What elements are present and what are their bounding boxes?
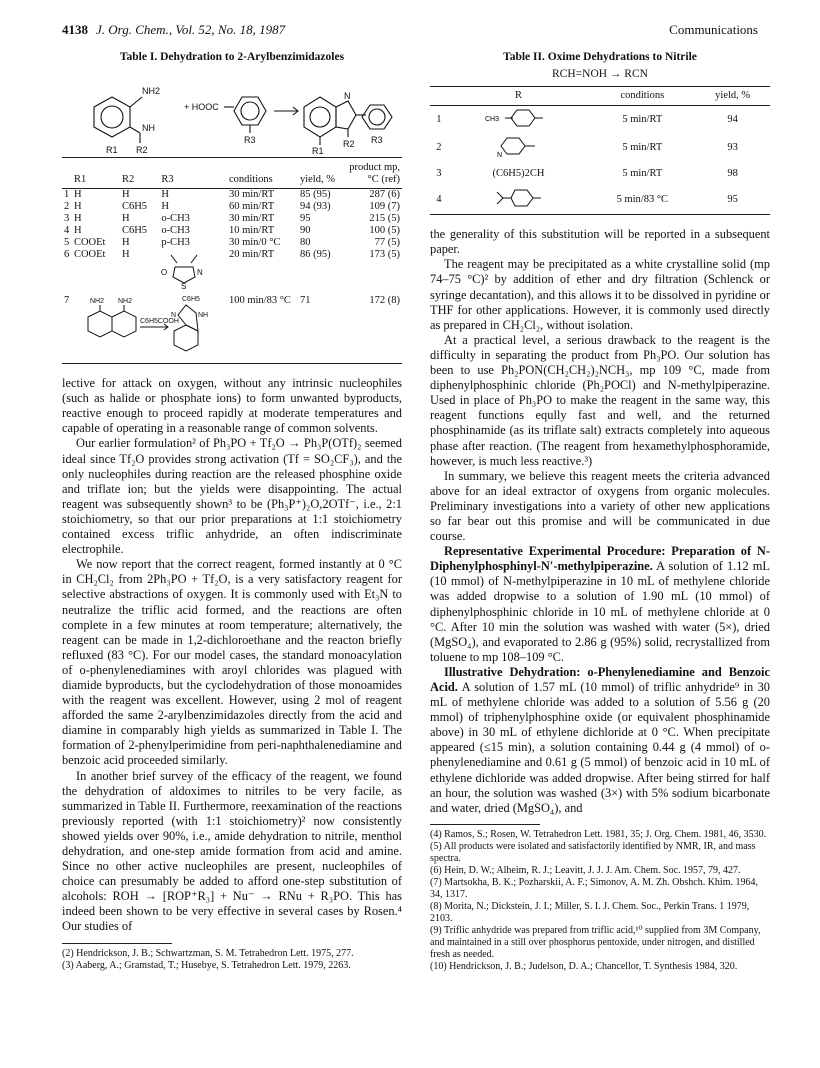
r2-label: R2 bbox=[136, 145, 148, 156]
terpene-structure bbox=[483, 187, 553, 209]
plus-hooc-label: + HOOC bbox=[184, 102, 219, 113]
table-row: 1 CH3 5 min/RT 94 bbox=[430, 106, 770, 135]
footnote-4: (4) Ramos, S.; Rosen, W. Tetrahedron Lett. 1981, 35; J. Org. Chem. 1981, 46, 3530. bbox=[430, 828, 767, 840]
perimidine-n-label: N bbox=[170, 312, 177, 320]
table-row: 2 N 5 min/RT 93 bbox=[430, 134, 770, 162]
table1-header-mp: product mp, °C (ref) bbox=[340, 162, 402, 189]
table-row: 1 H H H 30 min/RT 85 (95) 287 (6) bbox=[64, 189, 400, 201]
pyridyl-n-label: N bbox=[497, 152, 503, 158]
right-column bbox=[430, 50, 770, 973]
right-paragraph-4: In summary, we believe this reagent meets the criteria advanced above for an ideal extractor of oxygens from organic molecules. Preliminary investigations into a variety of other new applications so far bear out this promise and will be communicated in due course. bbox=[430, 468, 770, 544]
table-row: 3 (C6H5)2CH 5 min/RT 98 bbox=[436, 168, 738, 180]
footnote-9: (9) Triflic anhydride was prepared from triflic acid,¹⁰ supplied from 3M Company, and maintained in a still over phosphorus pentoxide, under nitrogen, and distilled fresh as needed. bbox=[430, 924, 761, 960]
product-imidazole-ring bbox=[336, 101, 356, 129]
product-benzo-ring bbox=[304, 97, 336, 137]
tolyl-structure bbox=[483, 107, 553, 129]
table-row: 7 NH2 NH2 C6H5COOH N NH C6H5 100 min/83 °C 71 172 (8) bbox=[62, 295, 402, 364]
right-paragraph-5 bbox=[430, 544, 770, 665]
table1-header-yield: yield, % bbox=[298, 162, 340, 189]
product-r2-label: R2 bbox=[343, 139, 355, 150]
table2-header-r: R bbox=[448, 87, 590, 106]
perimidine-c6h5-label: C6H5 bbox=[181, 296, 200, 304]
page-number: 4138 bbox=[62, 22, 88, 37]
product-r1-label: R1 bbox=[312, 146, 324, 157]
table1-header-r3: R3 bbox=[159, 162, 227, 189]
r1-label: R1 bbox=[106, 145, 118, 156]
page-header bbox=[62, 22, 758, 40]
right-paragraph-3: At a practical level, a serious drawback to the reagent is the difficulty in separating the product from Ph₃PO. Our solution has been to use Ph₂PON(CH₂CH₂)₂NCH₃, mp 109 °C, made from diphenylphosphinic chloride (Ph₂POCl) and N-methylpiperazine. Used in place of Ph₃PO to make the reagent in the same way, this reagent functions eqully fast and well, and the returned phosphinamide (as its triflate salt) extracts completely into aqueous phase after reaction. (The reagent from hexamethylphosphoramide, however, is much less reactive.³) bbox=[430, 332, 770, 468]
table1-header-no bbox=[62, 162, 72, 189]
table-row: 4 5 min/83 °C 95 bbox=[430, 186, 770, 215]
footnote-5: (5) All products were isolated and satisfactorily identified by NMR, IR, and mass spectra. bbox=[430, 840, 756, 864]
table2 bbox=[430, 86, 770, 215]
diamine-aromatic-circle bbox=[101, 106, 123, 128]
footnote-7: (7) Martsokha, B. K.; Pozharskii, A. F.; Simonov, A. M. Zh. Obshch. Khim. 1964, 34, 1317. bbox=[430, 876, 758, 900]
acid-r3-label: R3 bbox=[244, 135, 256, 146]
pyridyl-structure bbox=[483, 135, 553, 157]
acid-aromatic-circle bbox=[241, 102, 259, 120]
dehydration-body: A solution of 1.57 mL (10 mmol) of triflic anhydride⁹ in 30 mL of methylene chloride was added to a solution of 5.56 g (20 mmol) of triphenylphosphine oxide (or equivalent phosphinamide above) in 30 mL of ethylene dichloride at 0 °C. When precipitate appeared (≤15 min), a solution containing 0.44 g (4 mmol) of o-phenylenediamine and 0.61 g (5 mmol) of benzoic acid in 10 mL of ethylene dichloride was added dropwise. After being stirred for half an hour, the solution was washed (3×) with 5% sodium bicarbonate and water, dried (MgSO₄), and bbox=[430, 680, 770, 815]
left-paragraph-3: We now report that the correct reagent, formed instantly at 0 °C in CH₂Cl₂ from 2Ph₃PO + Tf₂O, is a very satisfactory reagent for selective abstractions of oxygen. It is commonly used with Et₃N to neutralize the triflic acid formed, and the reactions are often complete in a few minutes at room temperature; alternatively, the reagent can be made in 1,2-dichloroethane and the reacton briefly refluxed (83 °C). For our model cases, the standard monoacylation of o-phenylenediamines with aroyl chlorides was plagued with diamide byproducts, but the cyclodehydration of those monoamides with the reagent was excellent. However, using 2 mol of reagent afforded the same 2-arylbenzimidazoles directly from the acid and diamine in comparably high yields as summarized in Table I. The formation of 2-phenylperimidine from peri-naphthalenediamine and benzoic acid proceeded similarly. bbox=[62, 557, 402, 768]
perimidine-scheme bbox=[74, 295, 214, 359]
left-column bbox=[62, 50, 402, 972]
footnote-10: (10) Hendrickson, J. B.; Judelson, D. A.; Chancellor, T. Synthesis 1984, 320. bbox=[430, 960, 738, 972]
table1 bbox=[62, 157, 402, 364]
table-row: 5 COOEt H p-CH3 30 min/0 °C 80 77 (5) bbox=[64, 237, 400, 249]
struct-s-label: S bbox=[181, 282, 187, 290]
table2-header-conditions: conditions bbox=[589, 87, 695, 106]
table-row: 3 H H o-CH3 30 min/RT 95 215 (5) bbox=[64, 213, 400, 225]
footnote-6: (6) Hein, D. W.; Alheim, R. J.; Leavitt, J. J. J. Am. Chem. Soc. 1957, 79, 427. bbox=[430, 864, 741, 876]
table-row: 4 H C6H5 o-CH3 10 min/RT 90 100 (5) bbox=[64, 225, 400, 237]
procedure-heading: Representative Experimental Procedure: Preparation of N-Diphenylphosphinyl-N′-methylpiperazine. bbox=[430, 544, 770, 574]
table1-header-r2: R2 bbox=[120, 162, 159, 189]
nh2-label: NH2 bbox=[142, 86, 161, 97]
nh2-a-label: NH2 bbox=[89, 298, 104, 306]
acid-ring bbox=[234, 97, 266, 125]
section-label: Communications bbox=[669, 22, 758, 37]
footnote-rule bbox=[430, 824, 540, 825]
product-r3-label: R3 bbox=[371, 135, 383, 146]
table1-title: Table I. Dehydration to 2-Arylbenzimidazoles bbox=[119, 51, 345, 63]
footnote-rule bbox=[62, 943, 172, 944]
benzoxadiazole-structure bbox=[161, 249, 207, 289]
table2-scheme: RCH=NOH → RCN bbox=[552, 68, 648, 81]
struct-o-label: O bbox=[161, 268, 168, 278]
footnote-3: (3) Aaberg, A.; Gramstad, T.; Husebye, S. Tetrahedron Lett. 1979, 2263. bbox=[62, 959, 351, 971]
benzimidazole-scheme bbox=[62, 67, 402, 157]
benzoic-acid-label: C6H5COOH bbox=[139, 318, 179, 326]
diamine-ring bbox=[94, 97, 130, 137]
perimidine-nh-label: NH bbox=[197, 312, 209, 320]
procedure-body: A solution of 1.12 mL (10 mmol) of N-methylpiperazine in 10 mL of methylene chloride was added dropwise to a solution of 1.90 mL (10 mmol) of diphenylphosphinic chloride in 10 mL of methylene chloride at 0 °C. After 10 min the solution was washed with water (5×), dried (MgSO₄), and evaporated to 2.86 g (95%) solid, recrystallized from toluene to mp 108–109 °C. bbox=[430, 559, 770, 664]
dehydration-heading: Illustrative Dehydration: o-Phenylenediamine and Benzoic Acid. bbox=[430, 664, 770, 694]
footnote-2: (2) Hendrickson, J. B.; Schwartzman, S. M. Tetrahedron Lett. 1975, 277. bbox=[62, 947, 354, 959]
nh2-b-label: NH2 bbox=[117, 298, 132, 306]
left-paragraph-2: Our earlier formulation² of Ph₃PO + Tf₂O → Ph₃P(OTf)₂ seemed ideal since Tf₂O provides strong activation (Tf = SO₂CF₃), and the only nucleophiles during reaction are the released phosphine oxide and triflate ion; but the yields were disappointing. The actual reagent was subsequently shown³ to be (Ph₃P⁺)₂O,2OTf⁻, i.e., 2:1 stoichiometry, so that our prior preparations at 1:1 stoichiometry contained excess triflic anhydride, an often indiscriminate electrophile. bbox=[62, 436, 402, 557]
nh-label: NH bbox=[142, 123, 155, 134]
table1-header-conditions: conditions bbox=[227, 162, 298, 189]
product-n-label: N bbox=[344, 91, 351, 102]
left-paragraph-4: In another brief survey of the efficacy of the reagent, we found the dehydration of aldoximes to nitriles to be very facile, as summarized in Table II. Furthermore, reexamination of the reactions previously reported (with 1:1 stoichiometry)² now consistently showed yields over 90%, i.e., amide dehydration to nitrile, menthol dehydration, and one-step amide formation from acid and amine. Since no other active nucleophiles are present, nucleophiles of choice can presumably be added to afford one-step substitution of alcohols: ROH → [ROP⁺R₃] + Nu⁻ → RNu + R₃PO. This has indeed been shown to be very effective in several cases by Rosen.⁴ Our studies of bbox=[62, 768, 402, 934]
right-paragraph-2: The reagent may be precipitated as a white crystalline solid (mp 74–75 °C)² by addition of ether and dry filtration (Schlenck or syringe decantation), and this allows it to be dissolved in pyridine or THF for other applications. However, it is commonly used directly as prepared in CH₂Cl₂, without isolation. bbox=[430, 257, 770, 332]
table2-header-yield: yield, % bbox=[695, 87, 770, 106]
table-row: 2 H C6H5 H 60 min/RT 94 (93) 109 (7) bbox=[64, 201, 400, 213]
journal-citation: J. Org. Chem., Vol. 52, No. 18, 1987 bbox=[96, 22, 286, 37]
table-row: 6 COOEt H O N S 20 min/RT 86 (95) 173 (5) bbox=[64, 249, 400, 290]
right-paragraph-1: the generality of this substitution will be reported in a subsequent paper. bbox=[430, 227, 770, 257]
footnote-8: (8) Morita, N.; Dickstein, J. I.; Miller, S. I. J. Chem. Soc., Perkin Trans. 1 1979, 2103. bbox=[430, 900, 750, 924]
struct-n-label: N bbox=[197, 268, 204, 278]
left-paragraph-1: lective for attack on oxygen, without any intrinsic nucleophiles (such as halide or phosphate ions) to form unwanted byproducts, reactive enough to proceed rapidly at moderate temperatures and capable of operating in a reasonable range of common solvents. bbox=[62, 376, 402, 436]
table2-title: Table II. Oxime Dehydrations to Nitrile bbox=[503, 51, 697, 63]
table1-header-r1: R1 bbox=[72, 162, 120, 189]
right-paragraph-6 bbox=[430, 665, 770, 816]
tolyl-ch3-label: CH3 bbox=[485, 116, 500, 124]
